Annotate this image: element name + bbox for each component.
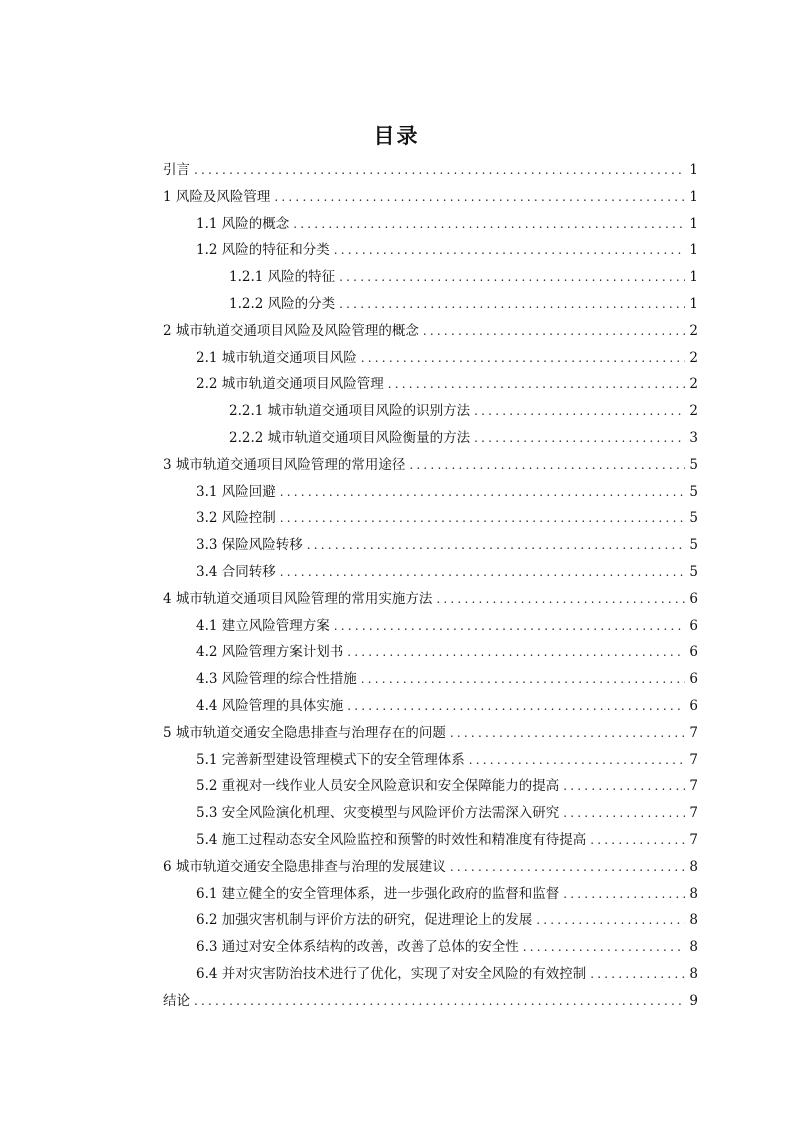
toc-entry-page-number: 2: [689, 349, 698, 366]
toc-entry-text: 2 城市轨道交通项目风险及风险管理的概念: [163, 322, 419, 339]
toc-entry-text: 2.2.1 城市轨道交通项目风险的识别方法: [229, 403, 471, 420]
toc-entry-text: 6.2 加强灾害机制与评价方法的研究，促进理论上的发展: [196, 912, 533, 929]
toc-entry-page-number: 1: [689, 242, 698, 259]
toc-entry-text: 4 城市轨道交通项目风险管理的常用实施方法: [163, 590, 433, 607]
toc-entry[interactable]: [163, 505, 698, 532]
toc-leader-dots: [590, 961, 685, 988]
toc-entry-page-number: 9: [689, 992, 698, 1009]
toc-leader-dots: [450, 854, 686, 881]
toc-leader-dots: [436, 586, 685, 613]
toc-entry-page-number: 5: [689, 456, 698, 473]
toc-entry-text: 4.2 风险管理方案计划书: [196, 644, 344, 661]
toc-entry-text: 3.4 合同转移: [196, 563, 276, 580]
toc-entry-text: 1 风险及风险管理: [163, 188, 271, 205]
toc-entry-text: 2.2.2 城市轨道交通项目风险衡量的方法: [229, 429, 471, 446]
toc-title: 目录: [373, 124, 420, 148]
toc-entry-text: 6.3 通过对安全体系结构的改善，改善了总体的安全性: [196, 939, 519, 956]
toc-list: [163, 157, 698, 1015]
toc-entry-page-number: 7: [689, 831, 698, 848]
toc-entry-text: 结论: [163, 992, 190, 1009]
toc-entry[interactable]: [163, 773, 698, 800]
toc-entry-text: 1.1 风险的概念: [196, 215, 290, 232]
toc-entry[interactable]: [163, 639, 698, 666]
toc-entry-page-number: 7: [689, 805, 698, 822]
toc-entry-text: 6.1 建立健全的安全管理体系，进一步强化政府的监督和监督: [196, 885, 560, 902]
toc-entry-page-number: 1: [689, 162, 698, 178]
toc-entry-page-number: 8: [689, 912, 698, 929]
toc-entry[interactable]: [163, 747, 698, 774]
toc-entry[interactable]: [163, 479, 698, 506]
toc-entry[interactable]: [163, 693, 698, 720]
toc-entry-page-number: 6: [689, 697, 698, 714]
toc-entry-text: 4.1 建立风险管理方案: [196, 617, 330, 634]
toc-entry[interactable]: [163, 157, 698, 184]
toc-leader-dots: [474, 425, 685, 452]
toc-entry-text: 3 城市轨道交通项目风险管理的常用途径: [163, 456, 406, 473]
toc-leader-dots: [347, 639, 685, 666]
toc-entry[interactable]: [163, 934, 698, 961]
toc-leader-dots: [590, 827, 685, 854]
toc-entry-text: 4.3 风险管理的综合性措施: [196, 671, 357, 688]
toc-leader-dots: [307, 532, 686, 559]
toc-entry[interactable]: [163, 961, 698, 988]
toc-entry[interactable]: [163, 398, 698, 425]
toc-entry[interactable]: [163, 264, 698, 291]
toc-entry[interactable]: [163, 184, 698, 211]
toc-entry-page-number: 5: [689, 563, 698, 580]
toc-leader-dots: [474, 398, 685, 425]
toc-leader-dots: [523, 934, 686, 961]
toc-entry[interactable]: [163, 827, 698, 854]
toc-entry[interactable]: [163, 800, 698, 827]
toc-entry-text: 5.4 施工过程动态安全风险监控和预警的时效性和精准度有待提高: [196, 831, 587, 848]
toc-entry-text: 引言: [163, 162, 190, 178]
toc-entry-page-number: 8: [689, 858, 698, 875]
toc-entry-text: 5 城市轨道交通安全隐患排查与治理存在的问题: [163, 724, 446, 741]
toc-entry[interactable]: [163, 532, 698, 559]
toc-entry-page-number: 6: [689, 671, 698, 688]
toc-leader-dots: [450, 720, 686, 747]
toc-leader-dots: [469, 747, 686, 774]
toc-leader-dots: [563, 773, 685, 800]
toc-leader-dots: [409, 452, 685, 479]
toc-entry-page-number: 3: [689, 429, 698, 446]
toc-entry-text: 1.2.1 风险的特征: [229, 269, 336, 286]
toc-entry-page-number: 1: [689, 269, 698, 286]
toc-leader-dots: [423, 318, 686, 345]
toc-entry[interactable]: [163, 371, 698, 398]
toc-leader-dots: [274, 184, 685, 211]
toc-entry[interactable]: [163, 559, 698, 586]
toc-entry-page-number: 8: [689, 965, 698, 982]
toc-leader-dots: [280, 505, 686, 532]
toc-entry-text: 2.1 城市轨道交通项目风险: [196, 349, 357, 366]
toc-entry[interactable]: [163, 988, 698, 1015]
toc-entry-page-number: 6: [689, 644, 698, 661]
toc-entry-text: 5.2 重视对一线作业人员安全风险意识和安全保障能力的提高: [196, 778, 560, 795]
toc-entry-text: 1.2.2 风险的分类: [229, 295, 336, 312]
toc-leader-dots: [334, 613, 686, 640]
toc-entry[interactable]: [163, 211, 698, 238]
toc-leader-dots: [339, 264, 685, 291]
toc-entry[interactable]: [163, 666, 698, 693]
toc-entry[interactable]: [163, 291, 698, 318]
toc-entry-page-number: 7: [689, 724, 698, 741]
toc-leader-dots: [293, 211, 685, 238]
toc-leader-dots: [361, 666, 686, 693]
toc-entry-page-number: 1: [689, 188, 698, 205]
toc-entry[interactable]: [163, 586, 698, 613]
toc-entry[interactable]: [163, 720, 698, 747]
toc-entry-page-number: 7: [689, 751, 698, 768]
toc-entry-page-number: 6: [689, 617, 698, 634]
toc-entry-page-number: 1: [689, 215, 698, 232]
toc-entry-page-number: 2: [689, 403, 698, 420]
toc-entry-text: 3.1 风险回避: [196, 483, 276, 500]
toc-entry[interactable]: [163, 881, 698, 908]
toc-entry-text: 3.3 保险风险转移: [196, 537, 303, 554]
toc-leader-dots: [339, 291, 685, 318]
toc-entry-text: 3.2 风险控制: [196, 510, 276, 527]
toc-leader-dots: [280, 479, 686, 506]
toc-entry-page-number: 2: [689, 376, 698, 393]
toc-leader-dots: [280, 559, 686, 586]
toc-leader-dots: [194, 988, 685, 1015]
toc-entry-page-number: 5: [689, 537, 698, 554]
toc-entry-text: 1.2 风险的特征和分类: [196, 242, 330, 259]
toc-entry[interactable]: [163, 452, 698, 479]
toc-entry-text: 2.2 城市轨道交通项目风险管理: [196, 376, 384, 393]
toc-entry-text: 4.4 风险管理的具体实施: [196, 697, 344, 714]
toc-entry[interactable]: [163, 318, 698, 345]
toc-entry[interactable]: [163, 854, 698, 881]
toc-leader-dots: [361, 345, 686, 372]
toc-entry-page-number: 6: [689, 590, 698, 607]
toc-leader-dots: [563, 800, 685, 827]
toc-entry-page-number: 5: [689, 510, 698, 527]
toc-entry-page-number: 8: [689, 939, 698, 956]
toc-entry[interactable]: [163, 613, 698, 640]
toc-entry[interactable]: [163, 345, 698, 372]
toc-leader-dots: [536, 907, 685, 934]
toc-entry[interactable]: [163, 907, 698, 934]
toc-leader-dots: [347, 693, 685, 720]
toc-entry-page-number: 5: [689, 483, 698, 500]
toc-entry-text: 5.3 安全风险演化机理、灾变模型与风险评价方法需深入研究: [196, 805, 560, 822]
toc-entry-page-number: 1: [689, 295, 698, 312]
toc-entry-text: 6 城市轨道交通安全隐患排查与治理的发展建议: [163, 858, 446, 875]
toc-leader-dots: [334, 237, 686, 264]
toc-entry-text: 5.1 完善新型建设管理模式下的安全管理体系: [196, 751, 465, 768]
toc-leader-dots: [388, 371, 686, 398]
toc-leader-dots: [194, 157, 685, 184]
toc-entry[interactable]: [163, 425, 698, 452]
toc-entry-text: 6.4 并对灾害防治技术进行了优化，实现了对安全风险的有效控制: [196, 965, 587, 982]
toc-entry-page-number: 7: [689, 778, 698, 795]
toc-entry-page-number: 2: [689, 322, 698, 339]
toc-entry-page-number: 8: [689, 885, 698, 902]
toc-entry[interactable]: [163, 237, 698, 264]
toc-leader-dots: [563, 881, 685, 908]
